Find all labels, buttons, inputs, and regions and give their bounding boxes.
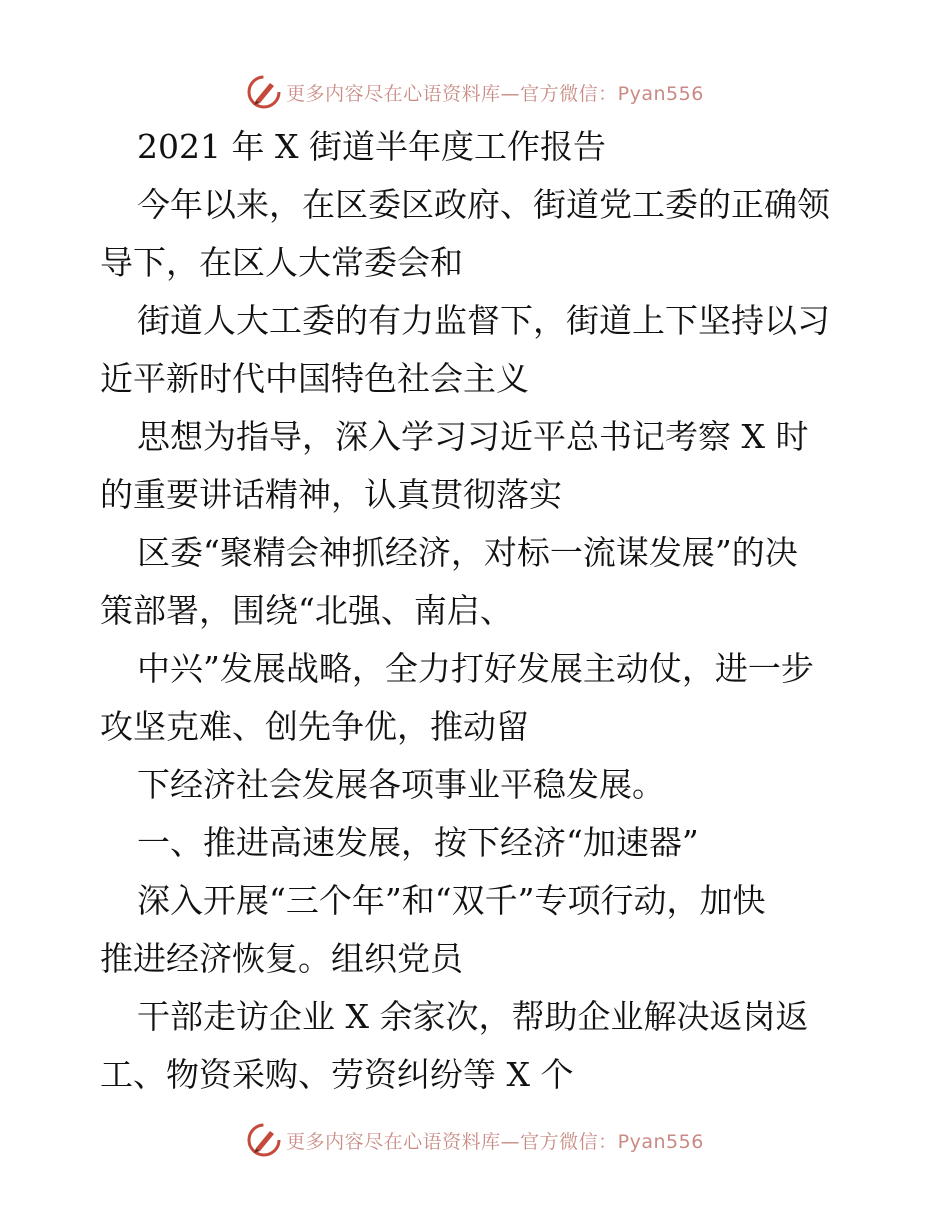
text-line: 工、物资采购、劳资纠纷等 X 个 bbox=[100, 1055, 574, 1094]
watermark-banner-top bbox=[0, 72, 950, 112]
text-line: 干部走访企业 X 余家次，帮助企业解决返岗返 bbox=[137, 997, 809, 1036]
text-line: 导下，在区人大常委会和 bbox=[100, 243, 463, 282]
watermark-text: 更多内容尽在心语资料库—官方微信：Pyan556 bbox=[286, 1130, 704, 1153]
text-line: 深入开展“三个年”和“双千”专项行动，加快 bbox=[137, 881, 766, 920]
text-line: 中兴”发展战略，全力打好发展主动仗，进一步 bbox=[137, 649, 814, 688]
section-heading: 一、推进高速发展，按下经济“加速器” bbox=[137, 823, 699, 862]
text-line: 街道人大工委的有力监督下，街道上下坚持以习 bbox=[137, 301, 830, 340]
text-line: 今年以来，在区委区政府、街道党工委的正确领 bbox=[137, 185, 830, 224]
text-line: 推进经济恢复。组织党员 bbox=[100, 939, 463, 978]
text-line: 下经济社会发展各项事业平稳发展。 bbox=[137, 765, 665, 804]
watermark-banner-bottom bbox=[0, 1120, 950, 1160]
text-line: 攻坚克难、创先争优，推动留 bbox=[100, 707, 529, 746]
text-line: 近平新时代中国特色社会主义 bbox=[100, 359, 529, 398]
document-body bbox=[100, 118, 860, 1104]
text-line: 区委“聚精会神抓经济，对标一流谋发展”的决 bbox=[137, 533, 798, 572]
watermark-text: 更多内容尽在心语资料库—官方微信：Pyan556 bbox=[286, 82, 704, 105]
text-line: 的重要讲话精神，认真贯彻落实 bbox=[100, 475, 562, 514]
pen-logo-icon bbox=[246, 74, 282, 110]
text-line: 思想为指导，深入学习习近平总书记考察 X 时 bbox=[137, 417, 809, 456]
document-title: 2021 年 X 街道半年度工作报告 bbox=[137, 127, 606, 166]
text-line: 策部署，围绕“北强、南启、 bbox=[100, 591, 513, 630]
pen-logo-icon bbox=[246, 1122, 282, 1158]
